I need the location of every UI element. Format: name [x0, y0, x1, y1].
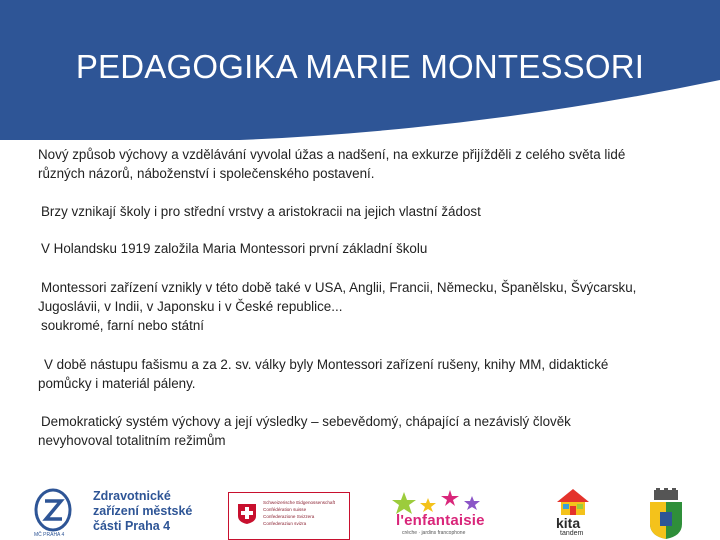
paragraph-line: nevyhovoval totalitním režimům: [38, 433, 226, 448]
paragraph-fasismus: [38, 355, 688, 393]
paragraph-line: V době nástupu fašismu a za 2. sv. války byly Montessori zařízení rušeny, knihy MM, didaktické: [44, 357, 609, 372]
swiss-cross-icon: [237, 503, 257, 525]
slide-title: PEDAGOGIKA MARIE MONTESSORI: [75, 48, 645, 85]
paragraph-holandsko: [41, 239, 427, 258]
praha-crest-icon: [648, 488, 684, 540]
logo-text-line: Schweizerische Eidgenossenschaft: [263, 500, 336, 505]
logo-text-line: Zdravotnické: [93, 489, 171, 503]
zdravotnicke-caption: MČ PRAHA 4: [34, 532, 65, 538]
paragraph-exkurze: [38, 145, 688, 183]
logo-text-line: Confederaziun svizra: [263, 521, 307, 526]
logo-text-line: Confédération suisse: [263, 507, 307, 512]
logo-text-line: zařízení městské: [93, 504, 193, 518]
zdravotnicke-logo-text: [93, 489, 192, 534]
paragraph-skoly: Brzy vznikají školy i pro střední vrstvy a aristokracii na jejich vlastní žádost: [41, 204, 481, 219]
logo-text-line: části Praha 4: [93, 519, 171, 533]
enfantaisie-logo-text: l'enfantaisie: [396, 512, 485, 529]
kita-house-icon: [556, 488, 590, 516]
paragraph-line: soukromé, farní nebo státní: [41, 318, 205, 333]
paragraph-demokraticky: [38, 412, 688, 450]
paragraph-line: V Holandsku 1919 založila Maria Montessori první základní školu: [41, 241, 428, 256]
paragraph-line: Jugoslávii, v Indii, v Japonsku i v České republice...: [38, 299, 343, 314]
logo-strip: [0, 470, 720, 540]
enfantaisie-logo-subtext: crèche · jardins francophone: [402, 530, 466, 536]
paragraph-line: Montessori zařízení vznikly v této době také v USA, Anglii, Francii, Německu, Španělsku, Švýcarsku,: [41, 280, 637, 295]
swiss-logo-text: [263, 499, 335, 527]
paragraph-zeme: [38, 278, 688, 335]
swiss-confederation-logo: [228, 492, 350, 540]
paragraph-line: Demokratický systém výchovy a její výsledky – sebevědomý, chápající a nezávislý člověk: [41, 414, 571, 429]
kita-logo-text: kita: [556, 515, 581, 531]
kita-logo-subtext: tandem: [560, 530, 584, 537]
logo-text-line: Confederazione Svizzera: [263, 514, 315, 519]
paragraph-line: pomůcky i materiál páleny.: [38, 376, 196, 391]
paragraph-line: různých názorů, náboženství i společenského postavení.: [38, 166, 375, 181]
paragraph-line: Nový způsob výchovy a vzdělávání vyvolal úžas a nadšení, na exkurze přijížděli z celého světa lidé: [38, 147, 626, 162]
zdravotnicke-z-logo-icon: [34, 488, 72, 534]
